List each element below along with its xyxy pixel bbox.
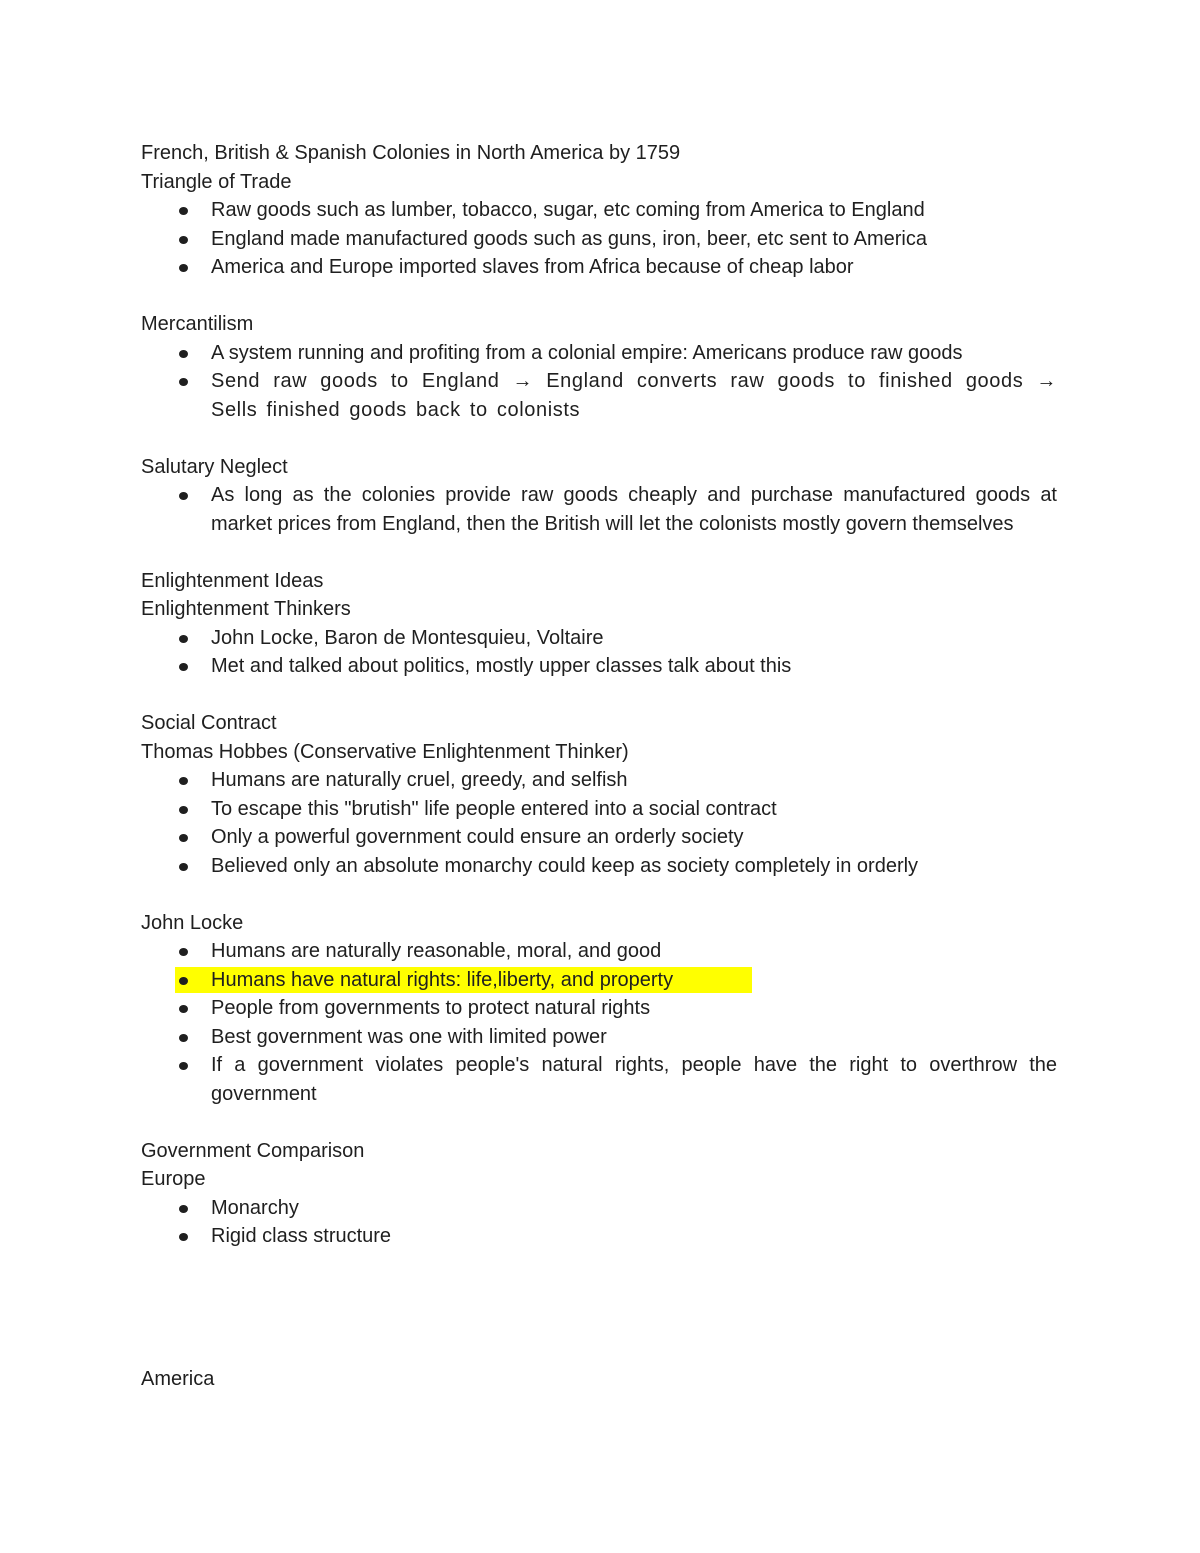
list-item-text: America and Europe imported slaves from Africa because of cheap labor	[211, 256, 854, 278]
list-item-text: Humans are naturally reasonable, moral, and good	[211, 940, 662, 962]
social-contract-heading: Social Contract	[141, 712, 277, 734]
america-heading: America	[141, 1367, 215, 1390]
document-page	[141, 139, 1057, 1393]
list-item-text: Best government was one with limited power	[211, 1025, 607, 1048]
list-item	[141, 652, 1057, 681]
bullet-icon	[179, 977, 188, 985]
list-item-text: Raw goods such as lumber, tobacco, sugar, etc coming from America to England	[211, 199, 925, 221]
list-item	[141, 823, 1057, 852]
list-item-text: Monarchy	[211, 1196, 299, 1219]
enlightenment-thinkers-heading: Enlightenment Thinkers	[141, 598, 351, 620]
bullet-icon	[179, 236, 188, 244]
list-item	[141, 1051, 1057, 1108]
bullet-icon	[179, 1233, 188, 1241]
list-item	[141, 937, 1057, 966]
list-item	[141, 795, 1057, 824]
list-item-text: Believed only an absolute monarchy could keep as society completely in orderly	[211, 854, 919, 877]
list-item	[141, 367, 1057, 424]
list-item	[141, 766, 1057, 795]
list-item-text: Humans have natural rights: life,liberty, and property	[211, 968, 674, 991]
bullet-icon	[179, 663, 188, 671]
list-item-text: If a government violates people's natural rights, people have the right to overthrow the government	[211, 1054, 1057, 1105]
mercantilism-heading: Mercantilism	[141, 313, 254, 335]
list-item-text: England made manufactured goods such as guns, iron, beer, etc sent to America	[211, 227, 927, 250]
europe-heading: Europe	[141, 1168, 206, 1190]
bullet-icon	[179, 378, 188, 386]
list-item	[141, 196, 1057, 225]
bullet-icon	[179, 207, 188, 215]
bullet-icon	[179, 863, 188, 871]
doc-title: French, British & Spanish Colonies in North America by 1759	[141, 142, 681, 164]
salutary-neglect-list	[141, 481, 1057, 538]
enlightenment-ideas-heading: Enlightenment Ideas	[141, 569, 324, 592]
enlightenment-list	[141, 624, 1057, 681]
bullet-icon	[179, 635, 188, 643]
list-item	[141, 1194, 1057, 1223]
bullet-icon	[179, 1034, 188, 1042]
list-item	[141, 624, 1057, 653]
government-comparison-heading: Government Comparison	[141, 1139, 365, 1162]
bullet-icon	[179, 492, 188, 500]
bullet-icon	[179, 264, 188, 272]
highlighted-list-item	[141, 966, 1057, 995]
bullet-icon	[179, 777, 188, 785]
hobbes-heading: Thomas Hobbes (Conservative Enlightenment Thinker)	[141, 740, 629, 763]
list-item-text: Humans are naturally cruel, greedy, and selfish	[211, 769, 628, 791]
list-item	[141, 994, 1057, 1023]
list-item	[141, 852, 1057, 881]
bullet-icon	[179, 834, 188, 842]
list-item-text: Only a powerful government could ensure an orderly society	[211, 826, 744, 848]
europe-list	[141, 1194, 1057, 1251]
john-locke-heading: John Locke	[141, 911, 244, 934]
bullet-icon	[179, 806, 188, 814]
locke-list	[141, 937, 1057, 1108]
bullet-icon	[179, 1205, 188, 1213]
list-item-text: People from governments to protect natural rights	[211, 997, 651, 1019]
triangle-trade-heading: Triangle of Trade	[141, 170, 292, 193]
bullet-icon	[179, 948, 188, 956]
bullet-icon	[179, 1005, 188, 1013]
list-item	[141, 481, 1057, 538]
list-item-text: John Locke, Baron de Montesquieu, Voltaire	[211, 626, 604, 649]
triangle-trade-list	[141, 196, 1057, 282]
list-item-text: Rigid class structure	[211, 1225, 392, 1247]
list-item	[141, 339, 1057, 368]
bullet-icon	[179, 350, 188, 358]
list-item	[141, 253, 1057, 282]
list-item	[141, 225, 1057, 254]
list-item-text: To escape this "brutish" life people entered into a social contract	[211, 797, 777, 820]
list-item-text: Met and talked about politics, mostly upper classes talk about this	[211, 655, 792, 677]
mercantilism-list	[141, 339, 1057, 425]
list-item-text: Send raw goods to England → England converts raw goods to finished goods → Sells finished goods back to colonists	[211, 370, 1057, 421]
list-item-text: As long as the colonies provide raw goods cheaply and purchase manufactured goods at market prices from England, then the British will let the colonists mostly govern themselves	[211, 484, 1057, 535]
list-item	[141, 1222, 1057, 1251]
list-item-text: A system running and profiting from a colonial empire: Americans produce raw goods	[211, 341, 963, 364]
salutary-neglect-heading: Salutary Neglect	[141, 455, 288, 478]
list-item	[141, 1023, 1057, 1052]
hobbes-list	[141, 766, 1057, 880]
bullet-icon	[179, 1062, 188, 1070]
